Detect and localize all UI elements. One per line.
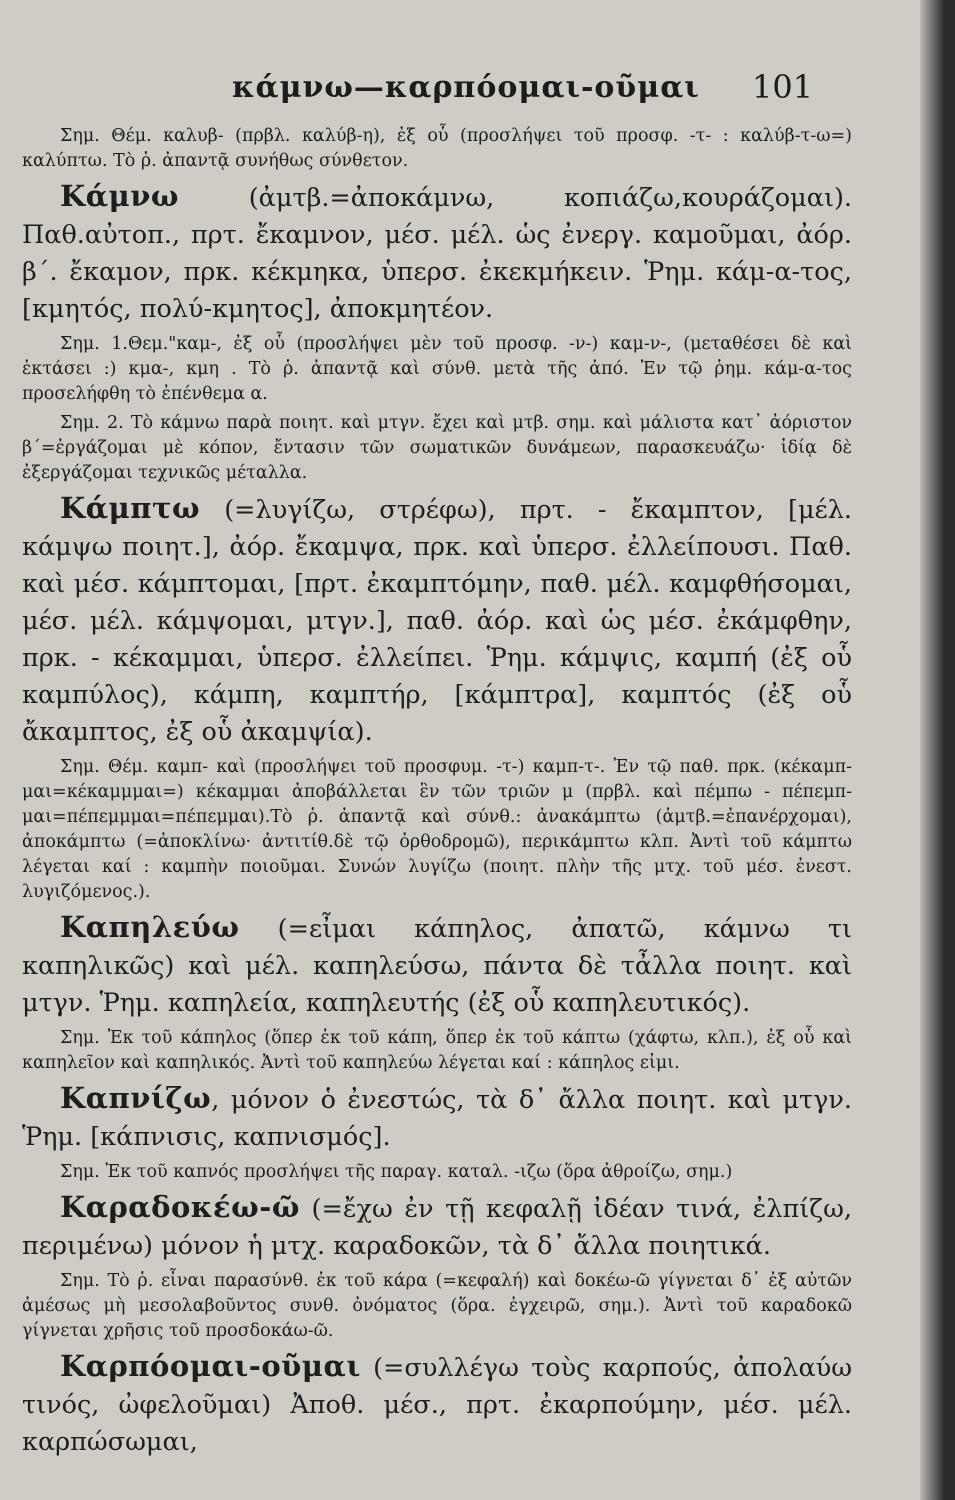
entry-text: (=εἶμαι κάπηλος, ἀπατῶ, κάμνω τι καπηλικῶς) καὶ μέλ. καπηλεύσω, πάντα δὲ τἆλλα ποιητ. καὶ μτγν. Ῥημ. καπηλεία, καπηλευτής (ἐξ οὗ καπηλευτικός). xyxy=(22,914,852,1018)
entry-karadokeo xyxy=(22,1189,852,1265)
entry-kampto xyxy=(22,490,852,751)
entry-kamno xyxy=(22,178,852,328)
book-edge-shadow xyxy=(920,0,955,1500)
note-kapnizo: Σημ. Ἐκ τοῦ καπνός προσλήψει τῆς παραγ. καταλ. -ιζω (ὅρα ἀθροίζω, σημ.) xyxy=(60,1162,733,1182)
entry-kapnizo xyxy=(22,1080,852,1156)
running-header xyxy=(0,62,920,112)
note-karadokeo: Σημ. Τὸ ῥ. εἶναι παρασύνθ. ἐκ τοῦ κάρα (=κεφαλή) καὶ δοκέω-ῶ γίγνεται δ᾽ ἐξ αὐτῶν ἀμέσως μὴ μεσολαβοῦντος συνθ. ὀνόματος (ὅρα. ἐγχειρῶ, σημ.). Ἀντὶ τοῦ καραδοκῶ γίγνεται χρῆσις τοῦ προσδοκάω-ῶ. xyxy=(22,1271,852,1341)
entry-text: (=λυγίζω, στρέφω), πρτ. - ἔκαμπτον, [μέλ. κάμψω ποιητ.], ἀόρ. ἔκαμψα, πρκ. καὶ ὑπερσ. ἐλλείπουσι. Παθ. καὶ μέσ. κάμπτομαι, [πρτ. ἐκαμπτόμην, παθ. μέλ. καμφθήσομαι, μέσ. μέλ. κάμψομαι, μτγν.], παθ. ἀόρ. καὶ ὡς μέσ. ἐκάμφθην, πρκ. - κέκαμμαι, ὑπερσ. ἐλλείπει. Ῥημ. κάμψις, καμπή (ἐξ οὗ καμπύλος), κάμπη, καμπτήρ, [κάμπτρα], καμπτός (ἐξ οὗ ἄκαμπτος, ἐξ οὗ ἀκαμψία). xyxy=(22,495,852,747)
note-kampto: Σημ. Θέμ. καμπ- καὶ (προσλήψει τοῦ προσφυμ. -τ-) καμπ-τ-. Ἐν τῷ παθ. πρκ. (κέκαμπ-μαι=κέκαμμμαι=) κέκαμμαι ἀποβάλλεται ἓν τῶν τριῶν μ (πρβλ. καὶ πέμπω - πέπεμπ-μαι=πέπεμμμαι=πέπεμμαι).Τὸ ῥ. ἀπαντᾷ καὶ σύνθ.: ἀνακάμπτω (ἀμτβ.=ἐπανέρχομαι), ἀποκάμπτω (=ἀποκλίνω· ἀντιτίθ.δὲ τῷ ὀρθοδρομῶ), περικάμπτω κλπ. Ἀντὶ τοῦ κάμπτω λέγεται καί : καμπὴν ποιοῦμαι. Συνών λυγίζω (ποιητ. πλὴν τῆς μτχ. τοῦ μέσ. ἐνεστ. λυγιζόμενος.). xyxy=(22,757,852,902)
header-title: κάμνω—καρπόομαι-οῦμαι xyxy=(232,70,700,105)
entry-text: (=ἔχω ἐν τῇ κεφαλῇ ἰδέαν τινά, ἐλπίζω, περιμένω) μόνον ἡ μτχ. καραδοκῶν, τὰ δ᾽ ἄλλα ποιητικά. xyxy=(22,1194,852,1261)
note-kamno-2: Σημ. 2. Τὸ κάμνω παρὰ ποιητ. καὶ μτγν. ἔχει καὶ μτβ. σημ. καὶ μάλιστα κατ᾽ ἀόριστον β΄=ἐργάζομαι μὲ κόπον, ἔντασιν τῶν σωματικῶν δυνάμεων, παρασκευάζω· ἰδίᾳ δὲ ἐξεργάζομαι τεχνικῶς μέταλλα. xyxy=(22,413,852,483)
entry-text: (ἀμτβ.=ἀποκάμνω, κοπιάζω,κουράζομαι). Παθ.αὐτοπ., πρτ. ἔκαμνον, μέσ. μέλ. ὡς ἐνεργ. καμοῦμαι, ἀόρ. β΄. ἔκαμον, πρκ. κέκμηκα, ὑπερσ. ἐκεκμήκειν. Ῥημ. κάμ-α-τος, [κμητός, πολύ-κμητος], ἀποκμητέον. xyxy=(22,183,852,324)
headword: Καπηλεύω xyxy=(60,910,240,944)
page-number: 101 xyxy=(752,68,814,106)
note-kapeleuo: Σημ. Ἐκ τοῦ κάπηλος (ὅπερ ἐκ τοῦ κάπη, ὅπερ ἐκ τοῦ κάπτω (χάφτω, κλπ.), ἐξ οὗ καὶ καπηλεῖον καὶ καπηλικός. Ἀντὶ τοῦ καπηλεύω λέγεται καί : κάπηλος εἰμι. xyxy=(22,1028,852,1073)
headword: Κάμνω xyxy=(60,179,179,213)
entry-karpoomai xyxy=(22,1348,852,1461)
headword: Καρπόομαι-οῦμαι xyxy=(60,1349,361,1383)
entry-kapeleuo xyxy=(22,909,852,1022)
entry-text: (=συλλέγω τοὺς καρπούς, ἀπολαύω τινός, ὠφελοῦμαι) Ἀποθ. μέσ., πρτ. ἐκαρπούμην, μέσ. μέλ. καρπώσωμαι, xyxy=(22,1353,852,1457)
headword: Καραδοκέω-ῶ xyxy=(60,1190,300,1224)
note-kamno-1: Σημ. 1.Θεμ."καμ-, ἐξ οὗ (προσλήψει μὲν τοῦ προσφ. -ν-) καμ-ν-, (μεταθέσει δὲ καὶ ἐκτάσει :) κμα-, κμη . Τὸ ῥ. ἀπαντᾷ καὶ σύνθ. μετὰ τῆς ἀπό. Ἐν τῷ ῥημ. κάμ-α-τος προσελήφθη τὸ ἐπένθεμα α. xyxy=(22,334,852,404)
headword: Καπνίζω xyxy=(60,1081,212,1115)
page-body xyxy=(22,124,852,1465)
entry-text: , μόνον ὁ ἐνεστώς, τὰ δ᾽ ἄλλα ποιητ. καὶ μτγν. Ῥημ. [κάπνισις, καπνισμός]. xyxy=(22,1085,852,1152)
note-kalypto: Σημ. Θέμ. καλυβ- (πρβλ. καλύβ-η), ἐξ οὗ (προσλήψει τοῦ προσφ. -τ- : καλύβ-τ-ω=) καλύπτω. Τὸ ῥ. ἀπαντᾷ συνήθως σύνθετον. xyxy=(22,126,852,171)
headword: Κάμπτω xyxy=(60,491,201,525)
